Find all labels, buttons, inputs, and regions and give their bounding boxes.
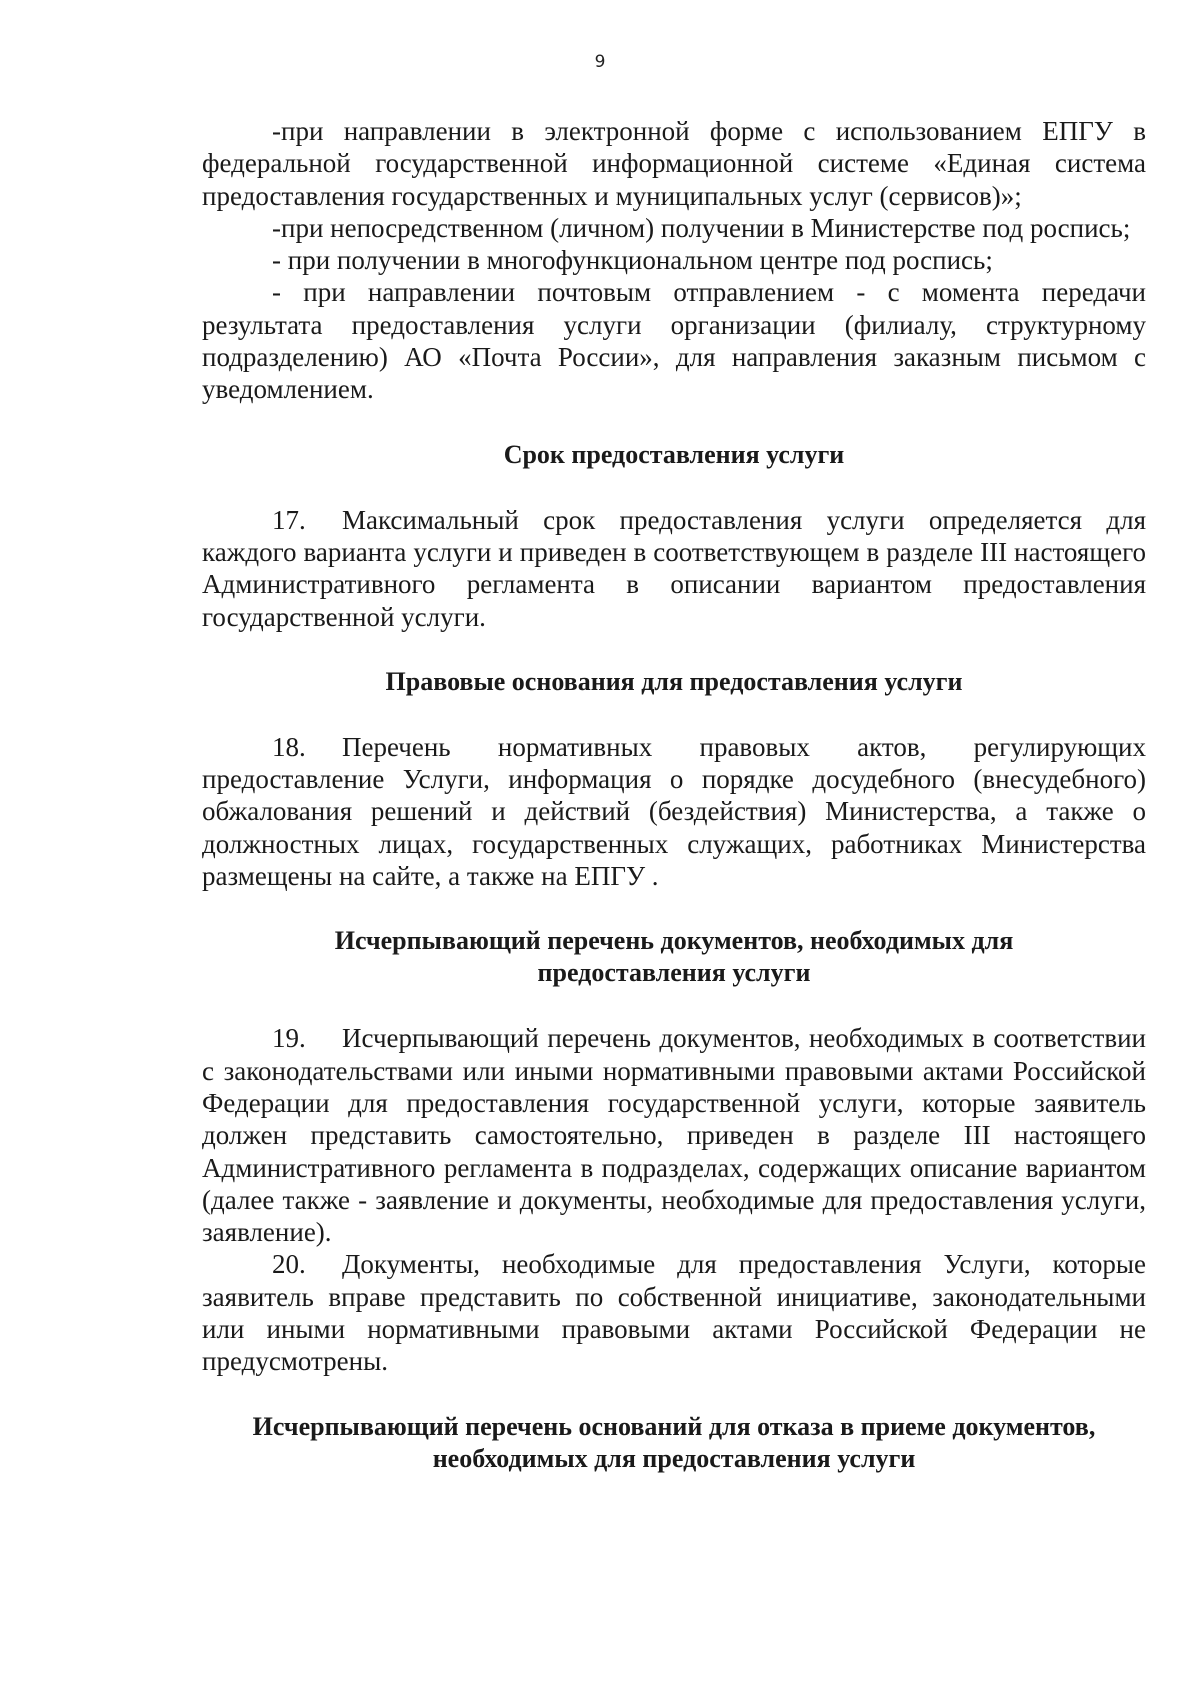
section-heading-legal-basis	[202, 666, 1146, 698]
heading-line: предоставления услуги	[537, 958, 811, 988]
paragraph-mfc-delivery: - при получении в многофункциональном центре под роспись;	[272, 245, 993, 276]
section-heading-term	[202, 439, 1146, 471]
heading-line: Исчерпывающий перечень документов, необходимых для	[334, 926, 1014, 956]
section-heading-refusal-grounds	[196, 1411, 1152, 1475]
paragraph-item-18	[202, 731, 1146, 892]
item-text: Исчерпывающий перечень документов, необходимых в соответствии с законодательствами или иными нормативными правовыми актами Российской Федерации для предоставления государственной услуги, которые заявитель должен представить самостоятельно, приведен в разделе III настоящего Административного регламента в подразделах, содержащих описание вариантом (далее также - заявление и документы, необходимые для предоставления услуги, заявление).	[202, 1023, 1146, 1248]
paragraph-item-20	[202, 1248, 1146, 1377]
item-number: 19.	[272, 1023, 306, 1054]
heading-line: Исчерпывающий перечень оснований для отказа в приеме документов,	[252, 1411, 1096, 1441]
item-text: Документы, необходимые для предоставления Услуги, которые заявитель вправе представить по собственной инициативе, законодательными или иными нормативными правовыми актами Российской Федерации не предусмотрены.	[202, 1249, 1146, 1377]
paragraph-item-17	[202, 504, 1146, 633]
page-number: 9	[594, 52, 606, 72]
item-text: Максимальный срок предоставления услуги определяется для каждого варианта услуги и приведен в соответствующем в разделе III настоящего Административного регламента в описании вариантом предоставления государственной услуги.	[202, 504, 1146, 632]
item-number: 18.	[272, 731, 306, 762]
section-heading-documents	[202, 925, 1146, 989]
item-number: 20.	[272, 1249, 306, 1280]
heading-line: Срок предоставления услуги	[503, 439, 845, 469]
item-number: 17.	[272, 504, 306, 535]
heading-line: необходимых для предоставления услуги	[432, 1443, 916, 1473]
heading-line: Правовые основания для предоставления услуги	[385, 666, 963, 696]
document-body	[202, 115, 1146, 1475]
paragraph-personal-delivery: -при непосредственном (личном) получении в Министерстве под роспись;	[272, 212, 1131, 243]
item-text: Перечень нормативных правовых актов, регулирующих предоставление Услуги, информация о порядке досудебного (внесудебного) обжалования решений и действий (бездействия) Министерства, а также о должностных лицах, государственных служащих, работниках Министерства размещены на сайте, а также на ЕПГУ .	[202, 731, 1146, 892]
paragraph-postal-delivery: - при направлении почтовым отправлением - с момента передачи результата предоставления услуги организации (филиалу, структурному подразделению) АО «Почта России», для направления заказным письмом с уведомлением.	[202, 277, 1146, 405]
paragraph-item-19	[202, 1022, 1146, 1248]
paragraph-epgu-delivery: -при направлении в электронной форме с использованием ЕПГУ в федеральной государственной информационной системе «Единая система предоставления государственных и муниципальных услуг (сервисов)»;	[202, 116, 1146, 211]
